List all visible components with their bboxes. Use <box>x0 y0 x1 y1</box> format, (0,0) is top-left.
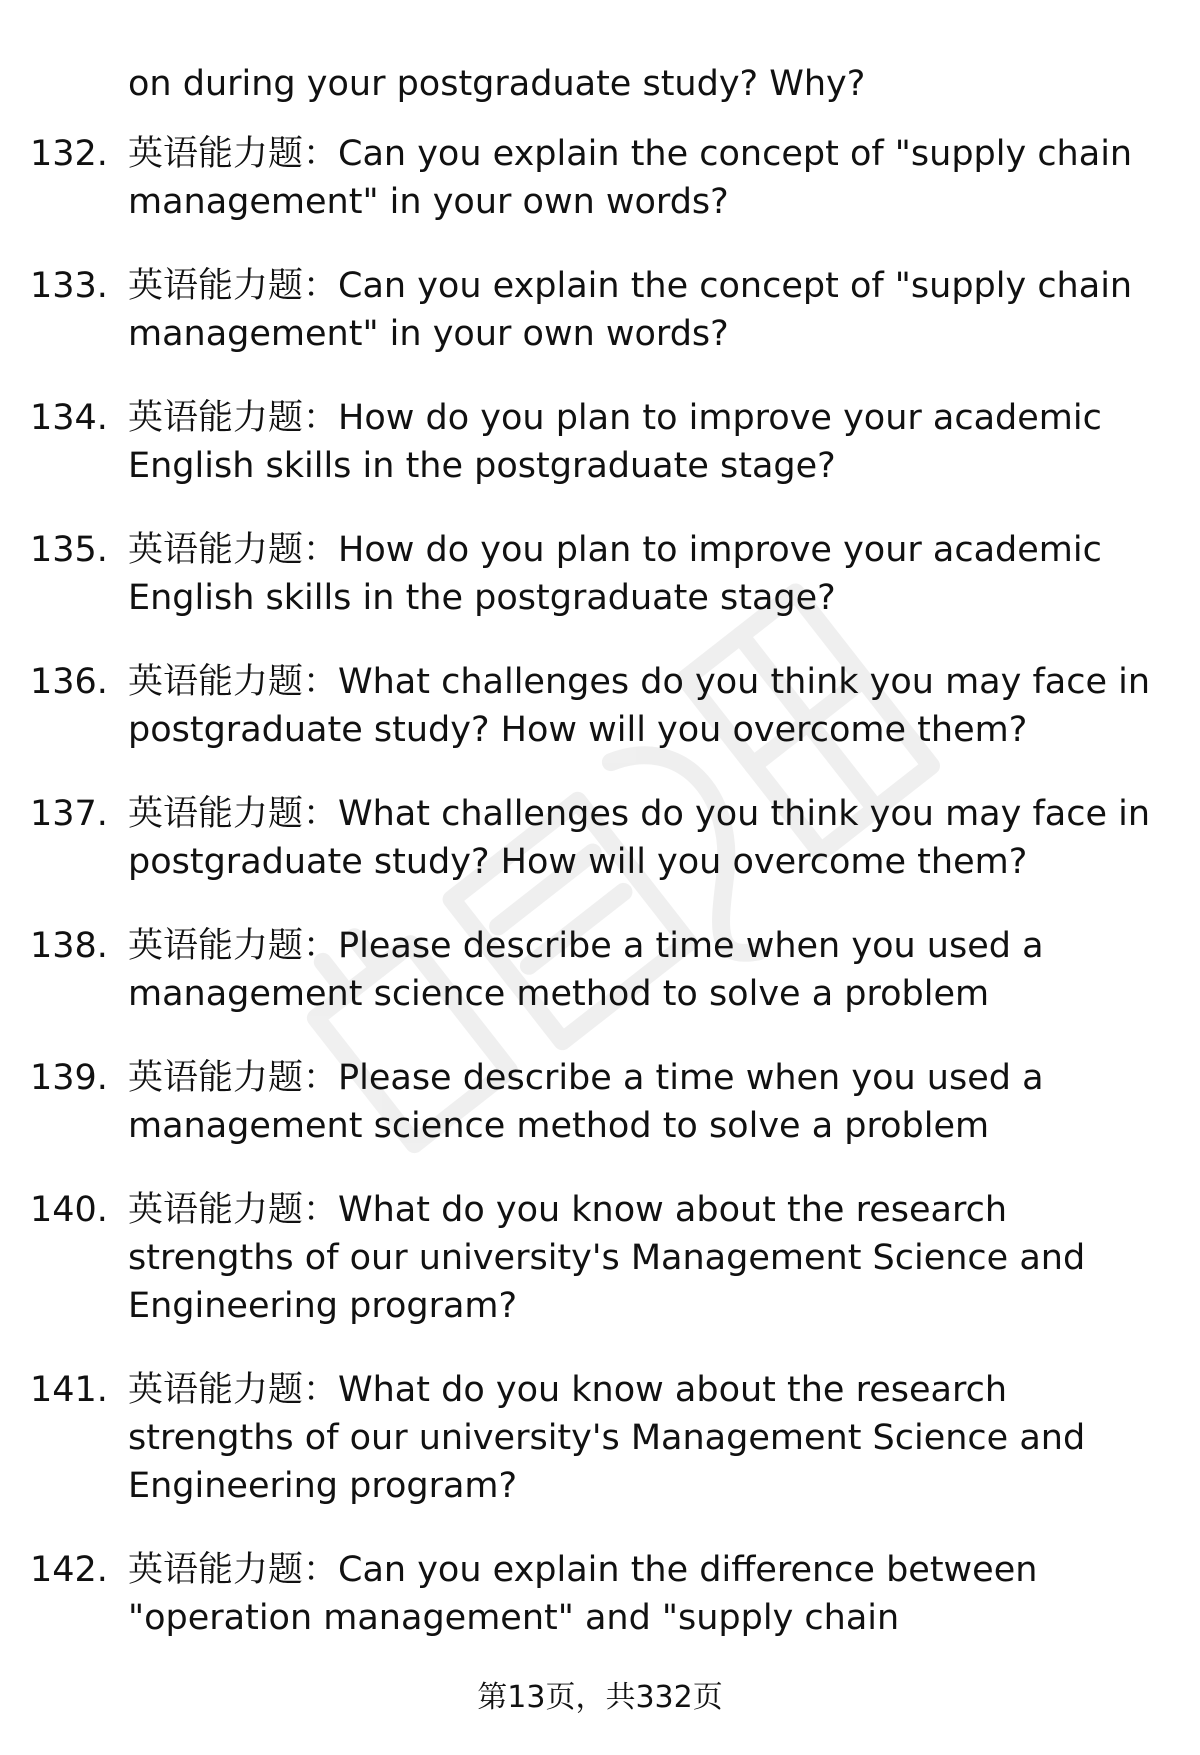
question-number: 138. <box>30 926 108 966</box>
continued-question-text: on during your postgraduate study? Why? <box>128 64 866 104</box>
question-text: What challenges do you think you may face in postgraduate study? How will you overcome them? <box>128 662 1151 750</box>
question-body <box>128 130 1168 226</box>
question-tag: 英语能力题： <box>128 530 339 570</box>
question-tag: 英语能力题： <box>128 134 339 174</box>
question-body <box>128 658 1168 754</box>
question-body <box>128 1366 1168 1510</box>
question-body <box>128 1546 1168 1642</box>
question-text: Can you explain the difference between "operation management" and "supply chain <box>128 1550 1038 1638</box>
question-number: 135. <box>30 530 108 570</box>
question-tag: 英语能力题： <box>128 1190 339 1230</box>
question-tag: 英语能力题： <box>128 1550 339 1590</box>
question-body <box>128 790 1168 886</box>
question-text: Can you explain the concept of "supply chain management" in your own words? <box>128 266 1133 354</box>
question-number: 137. <box>30 794 108 834</box>
question-tag: 英语能力题： <box>128 1058 339 1098</box>
question-body <box>128 922 1168 1018</box>
question-number: 140. <box>30 1190 108 1230</box>
question-text: How do you plan to improve your academic English skills in the postgraduate stage? <box>128 398 1102 486</box>
question-body <box>128 1054 1168 1150</box>
question-number: 141. <box>30 1370 108 1410</box>
question-body <box>128 262 1168 358</box>
question-body <box>128 1186 1168 1330</box>
question-text: What do you know about the research strengths of our university's Management Science and Engineering program? <box>128 1370 1086 1506</box>
question-number: 133. <box>30 266 108 306</box>
question-text: Can you explain the concept of "supply chain management" in your own words? <box>128 134 1133 222</box>
question-body <box>128 394 1168 490</box>
question-number: 139. <box>30 1058 108 1098</box>
question-body <box>128 526 1168 622</box>
question-tag: 英语能力题： <box>128 794 339 834</box>
question-tag: 英语能力题： <box>128 662 339 702</box>
question-number: 132. <box>30 134 108 174</box>
question-tag: 英语能力题： <box>128 398 339 438</box>
question-tag: 英语能力题： <box>128 926 339 966</box>
question-tag: 英语能力题： <box>128 266 339 306</box>
question-text: Please describe a time when you used a management science method to solve a problem <box>128 1058 1044 1146</box>
question-number: 142. <box>30 1550 108 1590</box>
question-text: How do you plan to improve your academic English skills in the postgraduate stage? <box>128 530 1102 618</box>
question-text: What do you know about the research strengths of our university's Management Science and Engineering program? <box>128 1190 1086 1326</box>
question-tag: 英语能力题： <box>128 1370 339 1410</box>
question-text: Please describe a time when you used a management science method to solve a problem <box>128 926 1044 1014</box>
question-text: What challenges do you think you may face in postgraduate study? How will you overcome them? <box>128 794 1151 882</box>
question-number: 136. <box>30 662 108 702</box>
question-number: 134. <box>30 398 108 438</box>
page-footer: 第13页，共332页 <box>477 1680 723 1715</box>
